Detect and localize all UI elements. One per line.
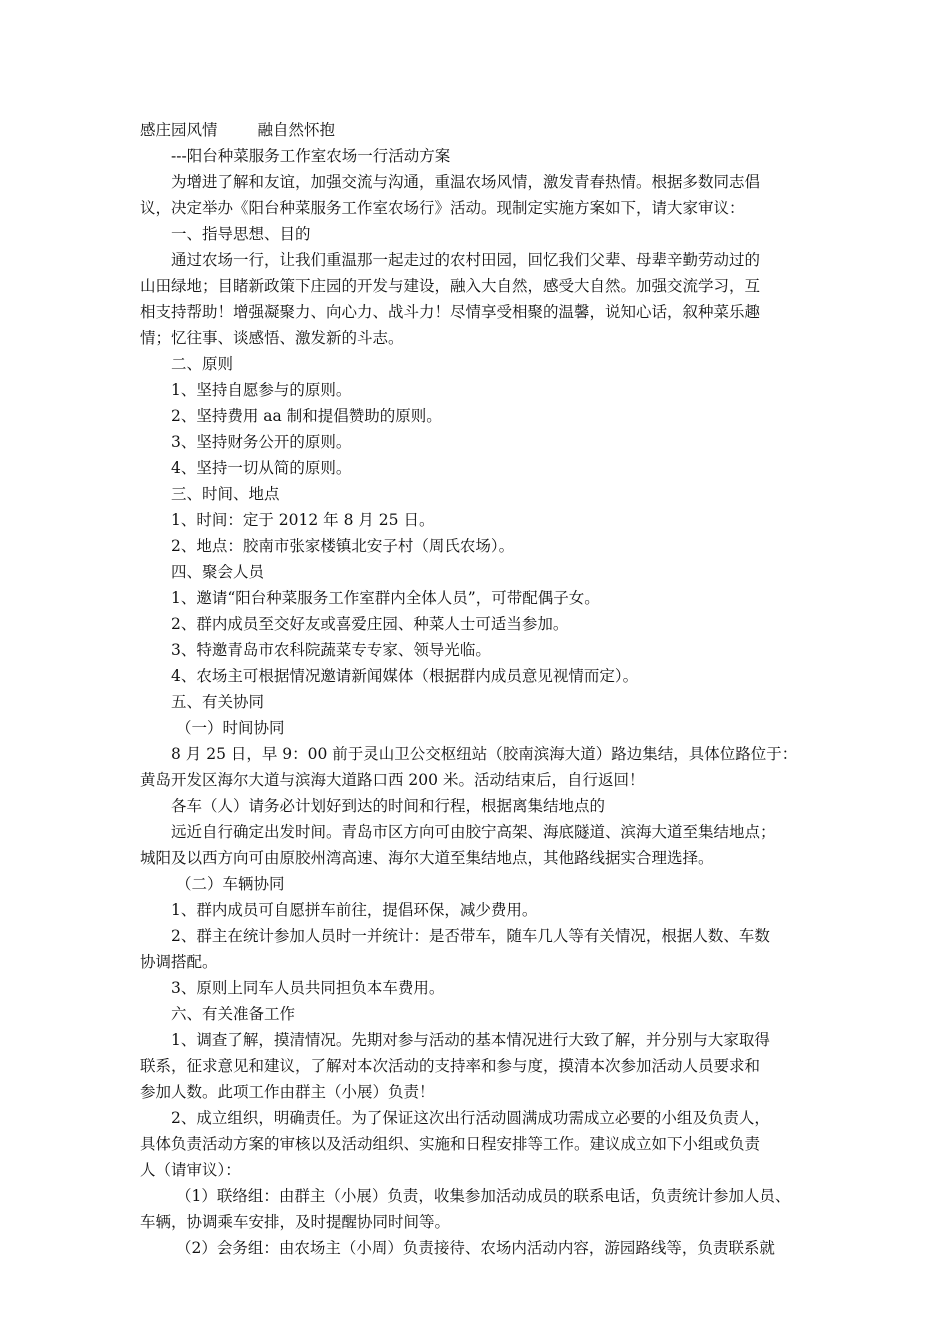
preparation-line: 人（请审议）： bbox=[140, 1161, 241, 1179]
title-part-1: 感庄园风情 bbox=[140, 121, 218, 139]
preparation-line: 联系，征求意见和建议，了解对本次活动的支持率和参与度，摸清本次参加活动人员要求和 bbox=[140, 1057, 761, 1075]
section-1-line: 相支持帮助！增强凝聚力、向心力、战斗力！尽情享受相聚的温馨，说知心话，叙种菜乐趣 bbox=[140, 303, 761, 321]
time-place-item: 2、地点：胶南市张家楼镇北安子村（周氏农场）。 bbox=[171, 537, 515, 555]
section-heading-1: 一、指导思想、目的 bbox=[171, 225, 311, 243]
subsection-heading-vehicle: （二）车辆协同 bbox=[176, 875, 285, 893]
attendee-item: 4、农场主可根据情况邀请新闻媒体（根据群内成员意见视情而定）。 bbox=[171, 667, 639, 685]
group-line: （2）会务组：由农场主（小周）负责接待、农场内活动内容，游园路线等，负责联系就 bbox=[176, 1239, 775, 1257]
preparation-line: 2、成立组织，明确责任。为了保证这次出行活动圆满成功需成立必要的小组及负责人， bbox=[171, 1109, 770, 1127]
document-title bbox=[140, 117, 812, 143]
preparation-line: 参加人数。此项工作由群主（小展）负责！ bbox=[140, 1083, 435, 1101]
time-coordination-line: 8 月 25 日，早 9：00 前于灵山卫公交枢纽站（胶南滨海大道）路边集结，具体位路位于： bbox=[171, 745, 798, 763]
intro-line: 为增进了解和友谊，加强交流与沟通，重温农场风情，激发青春热情。根据多数同志倡 bbox=[171, 173, 761, 191]
preparation-line: 具体负责活动方案的审核以及活动组织、实施和日程安排等工作。建议成立如下小组或负责 bbox=[140, 1135, 761, 1153]
section-heading-4: 四、聚会人员 bbox=[171, 563, 265, 581]
document-page bbox=[140, 117, 812, 1261]
principle-item: 3、坚持财务公开的原则。 bbox=[171, 433, 352, 451]
group-line: 车辆，协调乘车安排，及时提醒协同时间等。 bbox=[140, 1213, 451, 1231]
principle-item: 2、坚持费用 aa 制和提倡赞助的原则。 bbox=[171, 407, 442, 425]
attendee-item: 1、邀请“阳台种菜服务工作室群内全体人员”，可带配偶子女。 bbox=[171, 589, 600, 607]
vehicle-item: 1、群内成员可自愿拼车前往，提倡环保，减少费用。 bbox=[171, 901, 538, 919]
attendee-item: 2、群内成员至交好友或喜爱庄园、种菜人士可适当参加。 bbox=[171, 615, 569, 633]
intro-line: 议，决定举办《阳台种菜服务工作室农场行》活动。现制定实施方案如下，请大家审议： bbox=[140, 199, 745, 217]
principle-item: 1、坚持自愿参与的原则。 bbox=[171, 381, 352, 399]
time-coordination-line: 黄岛开发区海尔大道与滨海大道路口西 200 米。活动结束后，自行返回！ bbox=[140, 771, 645, 789]
vehicle-item: 3、原则上同车人员共同担负本车费用。 bbox=[171, 979, 445, 997]
section-1-line: 山田绿地；目睹新政策下庄园的开发与建设，融入大自然，感受大自然。加强交流学习，互 bbox=[140, 277, 761, 295]
principle-item: 4、坚持一切从简的原则。 bbox=[171, 459, 352, 477]
time-coordination-line: 远近自行确定出发时间。青岛市区方向可由胶宁高架、海底隧道、滨海大道至集结地点； bbox=[171, 823, 776, 841]
document-subtitle: ---阳台种菜服务工作室农场一行活动方案 bbox=[171, 147, 451, 165]
section-heading-5: 五、有关协同 bbox=[171, 693, 265, 711]
title-part-2: 融自然怀抱 bbox=[257, 121, 336, 139]
vehicle-item: 2、群主在统计参加人员时一并统计：是否带车，随车几人等有关情况，根据人数、车数 bbox=[171, 927, 770, 945]
subsection-heading-time: （一）时间协同 bbox=[176, 719, 285, 737]
time-place-item: 1、时间：定于 2012 年 8 月 25 日。 bbox=[171, 511, 435, 529]
attendee-item: 3、特邀青岛市农科院蔬菜专专家、领导光临。 bbox=[171, 641, 491, 659]
section-1-line: 情；忆往事、谈感悟、激发新的斗志。 bbox=[140, 329, 404, 347]
time-coordination-line: 各车（人）请务必计划好到达的时间和行程，根据离集结地点的 bbox=[171, 797, 606, 815]
section-heading-2: 二、原则 bbox=[171, 355, 234, 373]
section-1-line: 通过农场一行，让我们重温那一起走过的农村田园，回忆我们父辈、母辈辛勤劳动过的 bbox=[171, 251, 761, 269]
preparation-line: 1、调查了解，摸清情况。先期对参与活动的基本情况进行大致了解，并分别与大家取得 bbox=[171, 1031, 770, 1049]
section-heading-6: 六、有关准备工作 bbox=[171, 1005, 296, 1023]
section-heading-3: 三、时间、地点 bbox=[171, 485, 280, 503]
group-line: （1）联络组：由群主（小展）负责，收集参加活动成员的联系电话，负责统计参加人员、 bbox=[176, 1187, 791, 1205]
vehicle-item: 协调搭配。 bbox=[140, 953, 218, 971]
time-coordination-line: 城阳及以西方向可由原胶州湾高速、海尔大道至集结地点，其他路线据实合理选择。 bbox=[140, 849, 714, 867]
